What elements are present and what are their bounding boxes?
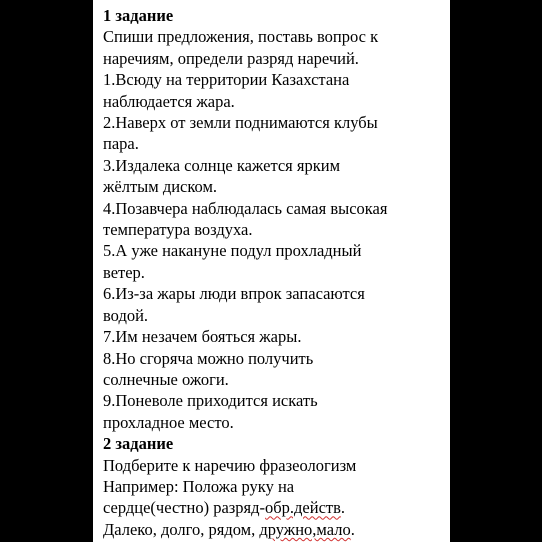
task1-heading: 1 задание xyxy=(103,6,174,25)
sentence-4 xyxy=(103,198,448,241)
task1-instruction-line1: Спиши предложения, поставь вопрос к xyxy=(103,27,379,47)
sentence-5-line1: 5.А уже накануне подул прохладный xyxy=(103,241,362,261)
task2-heading: 2 задание xyxy=(103,434,174,454)
task2-instruction: Подберите к наречию фразеологизм xyxy=(103,455,357,475)
spellcheck-marked-words: дружно,мало xyxy=(259,519,351,539)
sentence-9-line2: прохладное место. xyxy=(103,412,234,432)
sentence-8 xyxy=(103,348,448,391)
sentence-7 xyxy=(103,326,448,347)
document-body xyxy=(103,5,448,540)
sentence-5-line2: ветер. xyxy=(103,262,145,282)
sentence-3-line2: жёлтым диском. xyxy=(103,177,218,197)
sentence-8-line2: солнечные ожоги. xyxy=(103,369,229,389)
sentence-6-line2: водой. xyxy=(103,305,149,325)
task2-words-line xyxy=(103,519,448,540)
sentence-7-line1: 7.Им незачем бояться жары. xyxy=(103,327,302,347)
sentence-3-line1: 3.Издалека солнце кажется ярким xyxy=(103,155,341,175)
sentence-2 xyxy=(103,112,448,155)
task2-words-end: . xyxy=(350,519,355,539)
sentence-2-line2: пара. xyxy=(103,134,139,154)
sentence-1-line2: наблюдается жара. xyxy=(103,91,235,111)
task1-instruction-line2: наречиям, определи разряд наречий. xyxy=(103,48,359,68)
sentence-6-line1: 6.Из-за жары люди впрок запасаются xyxy=(103,284,365,304)
sentence-1-line1: 1.Всюду на территории Казахстана xyxy=(103,70,350,90)
sentence-9 xyxy=(103,390,448,433)
sentence-9-line1: 9.Поневоле приходится искать xyxy=(103,391,318,411)
sentence-4-line1: 4.Позавчера наблюдалась самая высокая xyxy=(103,198,388,218)
task2-example-line1: Например: Положа руку на xyxy=(103,476,295,496)
sentence-1 xyxy=(103,69,448,112)
sentence-6 xyxy=(103,283,448,326)
task2-example-end: . xyxy=(340,498,346,518)
document-page xyxy=(93,0,450,542)
sentence-2-line1: 2.Наверх от земли поднимаются клубы xyxy=(103,113,378,133)
task2-example-text: сердце(честно) разряд- xyxy=(103,498,266,518)
sentence-5 xyxy=(103,240,448,283)
sentence-8-line1: 8.Но сгоряча можно получить xyxy=(103,348,314,368)
sentence-4-line2: температура воздуха. xyxy=(103,220,253,240)
task2-example-line2 xyxy=(103,497,448,518)
sentence-3 xyxy=(103,155,448,198)
task2-words-text: Далеко, долго, рядом, xyxy=(103,519,260,539)
spellcheck-marked-text: обр.действ xyxy=(265,498,341,518)
